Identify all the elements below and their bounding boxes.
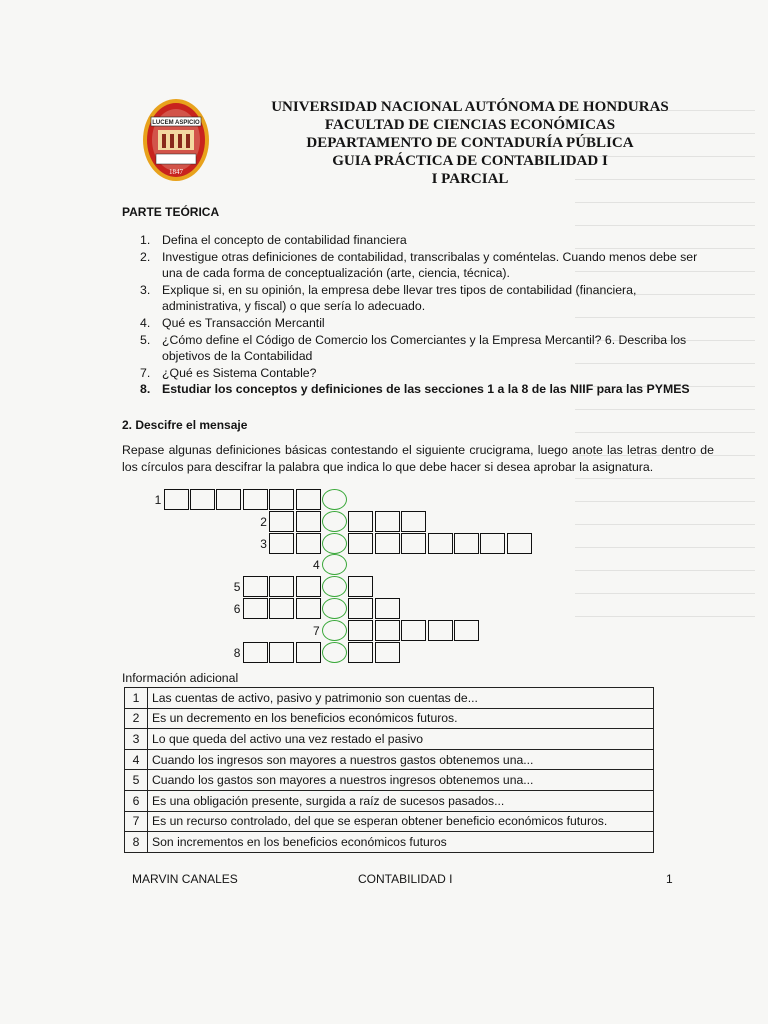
clue-text: Es una obligación presente, surgida a raíz de sucesos pasados... <box>148 790 654 811</box>
crossword-cell[interactable] <box>348 642 373 663</box>
header-line-4: GUIA PRÁCTICA DE CONTABILIDAD I <box>332 153 608 169</box>
info-clues-table <box>124 687 654 853</box>
question-item: 7. ¿Qué es Sistema Contable? <box>140 365 317 380</box>
crossword-row-number: 8 <box>233 645 241 660</box>
crossword-cell[interactable] <box>375 598 400 619</box>
crossword-cell[interactable] <box>296 598 321 619</box>
crossword-row-number: 5 <box>233 580 241 595</box>
table-row <box>125 688 654 709</box>
crossword-circle-cell[interactable] <box>322 511 347 532</box>
clue-text: Cuando los ingresos son mayores a nuestros gastos obtenemos una... <box>148 749 654 770</box>
crossword-cell[interactable] <box>348 511 373 532</box>
table-row <box>125 770 654 791</box>
table-row <box>125 811 654 832</box>
footer-page-number: 1 <box>666 872 673 886</box>
crossword-cell[interactable] <box>269 533 294 554</box>
clue-text: Es un decremento en los beneficios económicos futuros. <box>148 708 654 729</box>
crossword-cell[interactable] <box>375 620 400 641</box>
crossword-cell[interactable] <box>375 511 400 532</box>
crossword-cell[interactable] <box>454 533 479 554</box>
clue-number: 5 <box>125 770 148 791</box>
crossword-circle-cell[interactable] <box>322 554 347 575</box>
crossword-cell[interactable] <box>375 642 400 663</box>
section-title-theory: PARTE TEÓRICA <box>122 205 220 219</box>
crossword-cell[interactable] <box>348 620 373 641</box>
crossword-row-number: 3 <box>260 536 267 551</box>
section-title-message: 2. Descifre el mensaje <box>122 418 248 432</box>
crossword-circle-cell[interactable] <box>322 576 347 597</box>
clue-text: Son incrementos en los beneficios económicos futuros <box>148 832 654 853</box>
crossword-circle-cell[interactable] <box>322 489 347 510</box>
crossword-cell[interactable] <box>296 511 321 532</box>
crossword-cell[interactable] <box>243 576 268 597</box>
crossword-circle-cell[interactable] <box>322 620 347 641</box>
table-row <box>125 708 654 729</box>
crossword-cell[interactable] <box>507 533 532 554</box>
question-item: 3. Explique si, en su opinión, la empresa debe llevar tres tipos de contabilidad (financiera, administrativa, y fiscal) o que sería lo adecuado. <box>140 282 637 314</box>
crossword-cell[interactable] <box>348 576 373 597</box>
crossword-row-number: 7 <box>313 623 320 638</box>
crossword-cell[interactable] <box>269 511 294 532</box>
crossword-cell[interactable] <box>243 598 268 619</box>
clue-number: 7 <box>125 811 148 832</box>
crossword-row-number: 1 <box>154 493 162 507</box>
table-row <box>125 749 654 770</box>
question-item: 2. Investigue otras definiciones de contabilidad, transcribalas y coméntelas. Cuando menos debe ser una de cada forma de conceptualización (arte, ciencia, técnica). <box>140 249 698 281</box>
clue-text: Es un recurso controlado, del que se esperan obtener beneficio económicos futuros. <box>148 811 654 832</box>
crossword-row-number: 2 <box>260 514 267 529</box>
question-item: 5. ¿Cómo define el Código de Comercio los Comerciantes y la Empresa Mercantil? 6. Describa los objetivos de la Contabilidad <box>140 332 687 364</box>
header-line-5: I PARCIAL <box>431 171 509 187</box>
header-line-3: DEPARTAMENTO DE CONTADURÍA PÚBLICA <box>306 135 634 151</box>
clue-number: 3 <box>125 729 148 750</box>
clue-number: 8 <box>125 832 148 853</box>
question-item: 8. Estudiar los conceptos y definiciones de las secciones 1 a la 8 de las NIIF para las PYMES <box>140 382 690 397</box>
crossword-cell[interactable] <box>243 489 268 510</box>
seal-banner-text: LUCEM ASPICIO <box>152 120 200 126</box>
crossword-cell[interactable] <box>428 533 453 554</box>
clue-number: 2 <box>125 708 148 729</box>
crossword-instructions: Repase algunas definiciones básicas contestando el siguiente crucigrama, luego anote las letras dentro de los círculos para descifrar la palabra que indica lo que debe hacer si desea aprobar la asignatura. <box>122 443 714 474</box>
crossword-circle-cell[interactable] <box>322 642 347 663</box>
info-table-label: Información adicional <box>122 671 239 685</box>
header-line-2: FACULTAD DE CIENCIAS ECONÓMICAS <box>324 117 616 133</box>
clue-text: Cuando los gastos son mayores a nuestros ingresos obtenemos una... <box>148 770 654 791</box>
crossword-cell[interactable] <box>296 642 321 663</box>
crossword-cell[interactable] <box>348 533 373 554</box>
crossword-cell[interactable] <box>269 489 294 510</box>
crossword-cell[interactable] <box>296 576 321 597</box>
crossword-cell[interactable] <box>348 598 373 619</box>
crossword-cell[interactable] <box>164 489 189 510</box>
header-line-1: UNIVERSIDAD NACIONAL AUTÓNOMA DE HONDURAS <box>271 99 669 115</box>
crossword-cell[interactable] <box>296 533 321 554</box>
table-row <box>125 790 654 811</box>
crossword-cell[interactable] <box>401 620 426 641</box>
clue-number: 1 <box>125 688 148 709</box>
clue-number: 6 <box>125 790 148 811</box>
crossword-cell[interactable] <box>269 576 294 597</box>
crossword-row-number: 4 <box>313 558 320 573</box>
footer-author: MARVIN CANALES <box>132 872 238 886</box>
crossword-cell[interactable] <box>375 533 400 554</box>
clue-text: Lo que queda del activo una vez restado el pasivo <box>148 729 654 750</box>
crossword-cell[interactable] <box>480 533 505 554</box>
crossword-cell[interactable] <box>401 533 426 554</box>
clue-text: Las cuentas de activo, pasivo y patrimonio son cuentas de... <box>148 688 654 709</box>
crossword-cell[interactable] <box>296 489 321 510</box>
crossword-cell[interactable] <box>454 620 479 641</box>
footer-course: CONTABILIDAD I <box>358 872 453 886</box>
crossword-cell[interactable] <box>269 642 294 663</box>
question-item: 1. Defina el concepto de contabilidad financiera <box>140 233 407 247</box>
crossword-cell[interactable] <box>428 620 453 641</box>
crossword-circle-cell[interactable] <box>322 598 347 619</box>
question-item: 4. Qué es Transacción Mercantil <box>140 315 325 330</box>
table-row <box>125 729 654 750</box>
crossword-cell[interactable] <box>243 642 268 663</box>
crossword-cell[interactable] <box>190 489 215 510</box>
clue-number: 4 <box>125 749 148 770</box>
crossword-cell[interactable] <box>216 489 241 510</box>
seal-year-text: 1847 <box>169 168 183 176</box>
crossword-circle-cell[interactable] <box>322 533 347 554</box>
table-row <box>125 832 654 853</box>
crossword-cell[interactable] <box>401 511 426 532</box>
crossword-cell[interactable] <box>269 598 294 619</box>
crossword-row-number: 6 <box>233 602 241 616</box>
